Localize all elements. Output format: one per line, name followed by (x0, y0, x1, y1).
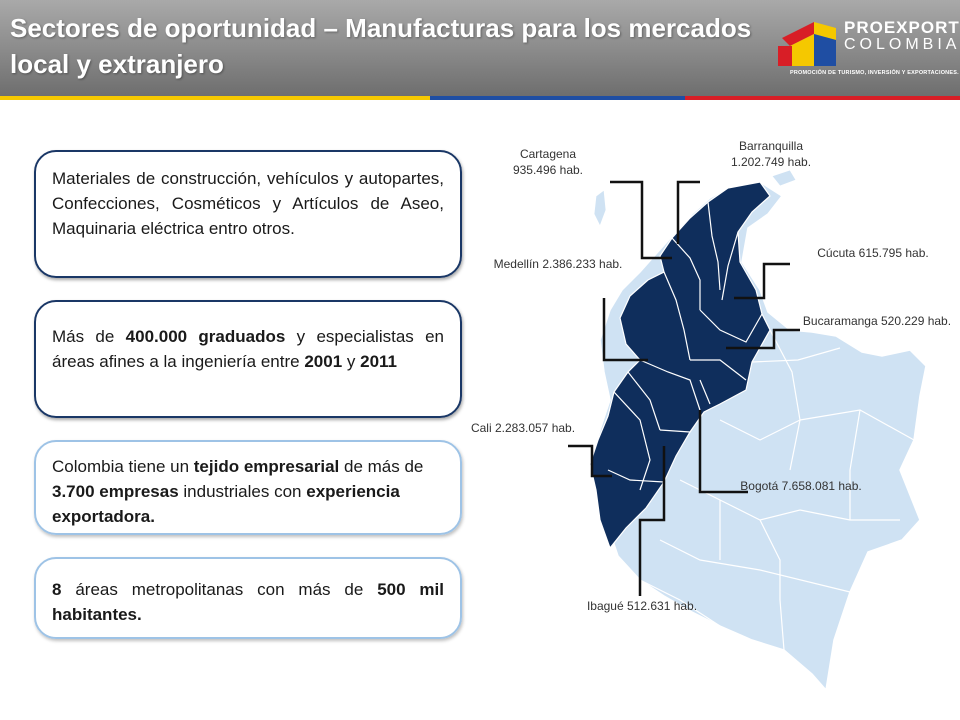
page-title: Sectores de oportunidad – Manufacturas para los mercados local y extranjero (10, 13, 752, 79)
label-ibague-pop: 512.631 hab. (626, 599, 698, 613)
label-bogota-name: Bogotá (740, 479, 779, 493)
label-cucuta-pop: 615.795 hab. (858, 246, 929, 260)
label-cali (456, 420, 590, 436)
san-andres-islands (594, 190, 606, 226)
label-barranquilla-name: Barranquilla (738, 139, 804, 153)
info-box-companies-text: Colombia tiene un tejido empresarial de más de 3.700 empresas industriales con experiencia exportadora. (52, 457, 424, 526)
label-ibague (584, 598, 700, 614)
logo-name: PROEXPORT (844, 18, 960, 37)
info-box-metro-areas-text: 8 áreas metropolitanas con más de 500 mil habitantes. (52, 580, 444, 624)
label-cucuta (800, 245, 946, 261)
label-cartagena (498, 146, 598, 178)
label-bucaramanga-name: Bucaramanga (802, 314, 878, 328)
label-cartagena-name: Cartagena (519, 147, 577, 161)
logo-tagline: PROMOCIÓN DE TURISMO, INVERSIÓN Y EXPORTACIONES. (790, 70, 959, 76)
label-cali-name: Cali (470, 421, 492, 435)
label-medellin-text (490, 256, 626, 272)
label-bucaramanga-pop: 520.229 hab. (880, 314, 952, 328)
guajira-tip (772, 170, 796, 186)
label-medellin-pop: 2.386.233 hab. (542, 257, 623, 271)
label-bogota (738, 478, 864, 494)
label-medellin (490, 256, 626, 272)
info-box-sectors-text: Materiales de construcción, vehículos y autopartes, Confecciones, Cosméticos y Artículos de Aseo, Maquinaria eléctrica entro otros. (52, 169, 444, 238)
label-barranquilla-pop: 1.202.749 hab. (730, 155, 812, 169)
label-cartagena-pop: 935.496 hab. (512, 163, 584, 177)
label-bogota-pop: 7.658.081 hab. (781, 479, 862, 493)
label-cucuta-name: Cúcuta (817, 246, 856, 260)
label-cali-pop: 2.283.057 hab. (494, 421, 576, 435)
logo-country: COLOMBIA (844, 36, 960, 53)
label-barranquilla (716, 138, 826, 170)
label-ibague-name: Ibagué (586, 599, 624, 613)
label-medellin-name: Medellín (493, 257, 539, 271)
info-box-graduates-text: Más de 400.000 graduados y especialistas en áreas afines a la ingeniería entre 2001 y 2011 (52, 327, 444, 371)
label-bucaramanga (800, 313, 954, 329)
